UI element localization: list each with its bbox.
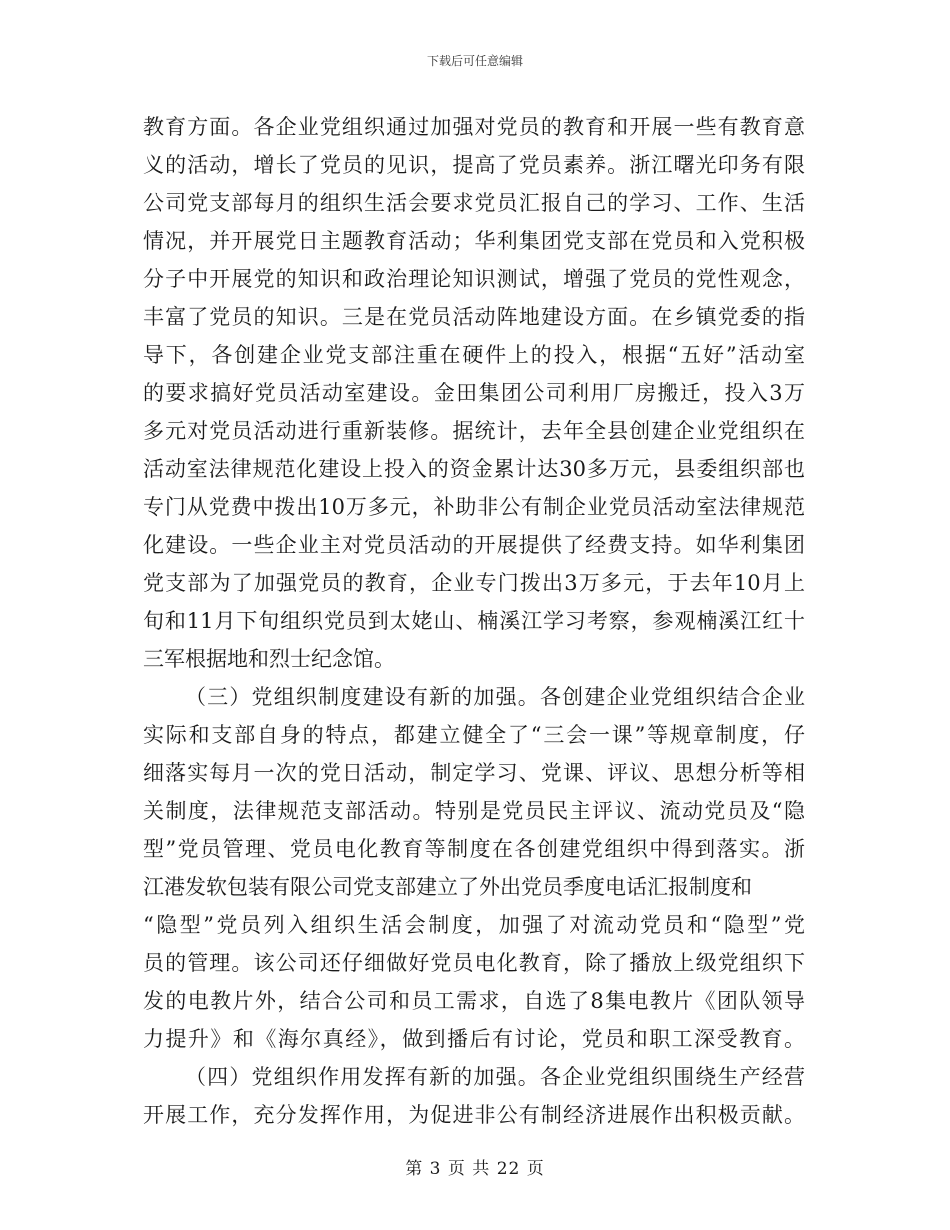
text-line: 的要求搞好党员活动室建设。金田集团公司利用厂房搬迁，投入3万 [143,381,805,405]
paragraph-first-line: （四）党组织作用发挥有新的加强。各企业党组织围绕生产经营 [185,1065,805,1089]
page-footer-number: 第 3 页 共 22 页 [405,1159,545,1179]
text-line: 三军根据地和烈士纪念馆。 [143,647,395,671]
text-line: 开展工作，充分发挥作用，为促进非公有制经济进展作出积极贡献。 [143,1103,805,1127]
text-line: “隐型”党员列入组织生活会制度，加强了对流动党员和“隐型”党 [143,913,805,937]
text-line: 实际和支部自身的特点，都建立健全了“三会一课”等规章制度，仔 [143,723,805,747]
text-line: 旬和11月下旬组织党员到太姥山、楠溪江学习考察，参观楠溪江红十 [143,609,805,633]
document-body [143,108,805,1134]
text-line: 导下，各创建企业党支部注重在硬件上的投入，根据“五好”活动室 [143,343,805,367]
text-line: 丰富了党员的知识。三是在党员活动阵地建设方面。在乡镇党委的指 [143,305,805,329]
paragraph-first-line: （三）党组织制度建设有新的加强。各创建企业党组织结合企业 [185,685,805,709]
text-line: 活动室法律规范化建设上投入的资金累计达30多万元，县委组织部也 [143,457,805,481]
text-line: 力提升》和《海尔真经》，做到播后有讨论，党员和职工深受教育。 [143,1027,805,1051]
text-line: 多元对党员活动进行重新装修。据统计，去年全县创建企业党组织在 [143,419,805,443]
text-line: 义的活动，增长了党员的见识，提高了党员素养。浙江曙光印务有限 [143,153,805,177]
text-line: 分子中开展党的知识和政治理论知识测试，增强了党员的党性观念， [143,267,805,291]
text-line: 教育方面。各企业党组织通过加强对党员的教育和开展一些有教育意 [143,115,805,139]
page-header-note: 下载后可任意编辑 [426,54,523,68]
text-line: 细落实每月一次的党日活动，制定学习、党课、评议、思想分析等相 [143,761,805,785]
text-line: 关制度，法律规范支部活动。特别是党员民主评议、流动党员及“隐 [143,799,805,823]
text-line: 党支部为了加强党员的教育，企业专门拨出3万多元，于去年10月上 [143,571,805,595]
text-line: 发的电教片外，结合公司和员工需求，自选了8集电教片《团队领导 [143,989,805,1013]
text-line: 公司党支部每月的组织生活会要求党员汇报自己的学习、工作、生活 [143,191,805,215]
text-line: 专门从党费中拨出10万多元，补助非公有制企业党员活动室法律规范 [143,495,805,519]
text-line: 情况，并开展党日主题教育活动；华利集团党支部在党员和入党积极 [143,229,805,253]
text-line: 化建设。一些企业主对党员活动的开展提供了经费支持。如华利集团 [143,533,805,557]
text-line: 员的管理。该公司还仔细做好党员电化教育，除了播放上级党组织下 [143,951,805,975]
text-line: 江港发软包装有限公司党支部建立了外出党员季度电话汇报制度和 [143,875,752,899]
text-line: 型”党员管理、党员电化教育等制度在各创建党组织中得到落实。浙 [143,837,805,861]
